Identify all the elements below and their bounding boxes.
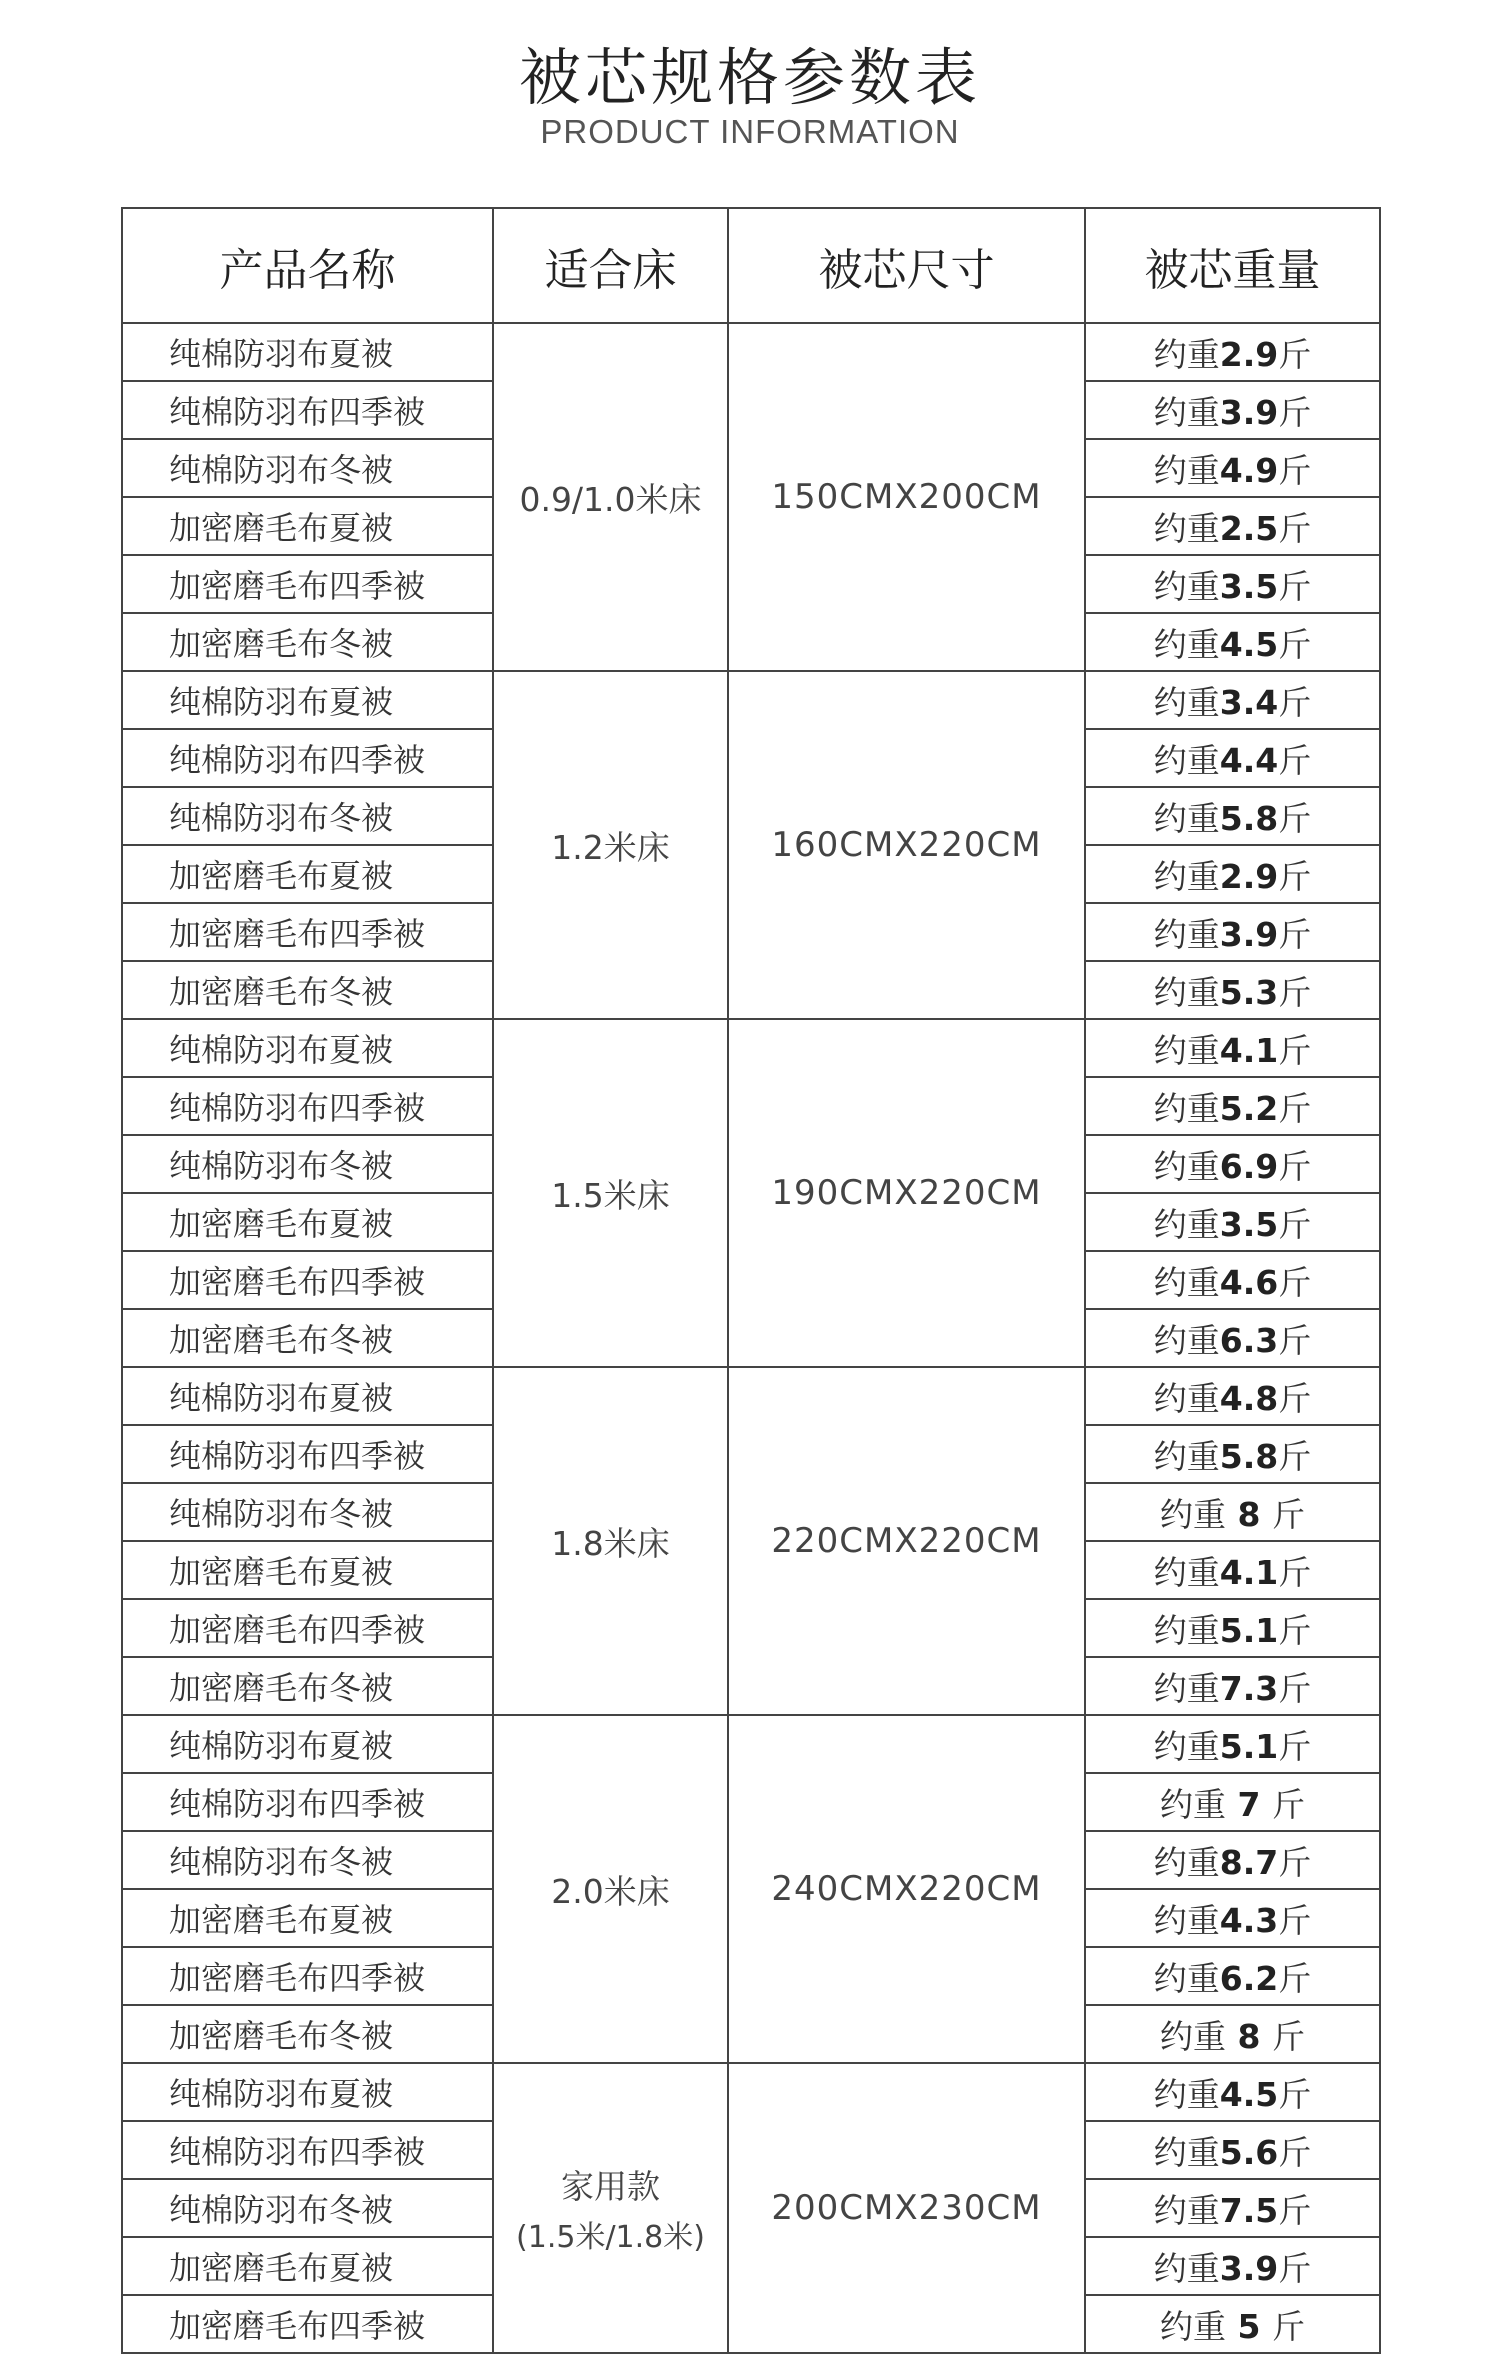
product-name-cell: 加密磨毛布四季被 (122, 1599, 493, 1657)
quilt-dimension-cell: 200CMX230CM (728, 2063, 1085, 2353)
bed-size-cell (493, 2063, 728, 2353)
weight-value: 5.1 (1219, 1726, 1279, 1766)
bed-size-label: 1.8米床 (551, 1523, 670, 1563)
weight-value: 6.3 (1219, 1320, 1279, 1360)
weight-prefix: 约重 (1153, 392, 1220, 432)
weight-prefix: 约重 (1153, 1204, 1220, 1244)
table-row (122, 671, 1380, 729)
weight-prefix: 约重 (1153, 2248, 1220, 2288)
weight-cell (1085, 1367, 1380, 1425)
weight-cell (1085, 1773, 1380, 1831)
weight-prefix: 约重 (1153, 1378, 1220, 1418)
weight-cell (1085, 613, 1380, 671)
product-name-cell: 纯棉防羽布四季被 (122, 381, 493, 439)
weight-unit: 斤 (1278, 1030, 1312, 1070)
weight-value: 2.9 (1219, 334, 1279, 374)
weight-unit: 斤 (1278, 1610, 1312, 1650)
weight-value: 5.2 (1219, 1088, 1279, 1128)
weight-unit: 斤 (1278, 1146, 1312, 1186)
table-row (122, 1019, 1380, 1077)
weight-value: 6.2 (1219, 1958, 1279, 1998)
product-name-cell: 纯棉防羽布冬被 (122, 439, 493, 497)
product-name-cell: 加密磨毛布冬被 (122, 1309, 493, 1367)
weight-prefix: 约重 (1160, 2306, 1227, 2346)
weight-prefix: 约重 (1153, 1320, 1220, 1360)
weight-cell (1085, 1715, 1380, 1773)
weight-prefix: 约重 (1153, 914, 1220, 954)
weight-prefix: 约重 (1153, 740, 1220, 780)
weight-cell (1085, 787, 1380, 845)
weight-cell (1085, 1541, 1380, 1599)
weight-value: 3.5 (1219, 566, 1279, 606)
weight-value: 5.8 (1219, 1436, 1279, 1476)
quilt-dimension-cell: 240CMX220CM (728, 1715, 1085, 2063)
weight-unit: 斤 (1278, 798, 1312, 838)
weight-cell (1085, 2237, 1380, 2295)
bed-size-cell (493, 671, 728, 1019)
weight-cell (1085, 903, 1380, 961)
weight-value: 8 (1226, 1494, 1272, 1534)
weight-cell (1085, 1599, 1380, 1657)
header-weight: 被芯重量 (1085, 208, 1380, 323)
weight-cell (1085, 439, 1380, 497)
weight-unit: 斤 (1278, 972, 1312, 1012)
weight-cell (1085, 2121, 1380, 2179)
weight-prefix: 约重 (1153, 798, 1220, 838)
weight-unit: 斤 (1278, 1900, 1312, 1940)
weight-unit: 斤 (1278, 1842, 1312, 1882)
weight-cell (1085, 1889, 1380, 1947)
product-name-cell: 纯棉防羽布四季被 (122, 2121, 493, 2179)
product-name-cell: 纯棉防羽布四季被 (122, 729, 493, 787)
product-name-cell: 纯棉防羽布冬被 (122, 2179, 493, 2237)
product-name-cell: 加密磨毛布四季被 (122, 1251, 493, 1309)
weight-cell (1085, 1831, 1380, 1889)
weight-cell (1085, 497, 1380, 555)
product-name-cell: 加密磨毛布夏被 (122, 2237, 493, 2295)
weight-prefix: 约重 (1153, 1030, 1220, 1070)
quilt-dimension-cell: 190CMX220CM (728, 1019, 1085, 1367)
weight-unit: 斤 (1278, 450, 1312, 490)
weight-prefix: 约重 (1153, 1842, 1220, 1882)
weight-cell (1085, 1019, 1380, 1077)
page-subtitle: PRODUCT INFORMATION (540, 113, 960, 150)
weight-prefix: 约重 (1153, 1610, 1220, 1650)
product-name-cell: 纯棉防羽布冬被 (122, 1483, 493, 1541)
weight-value: 4.4 (1219, 740, 1279, 780)
weight-value: 3.4 (1219, 682, 1279, 722)
bed-size-sublabel: (1.5米/1.8米) (516, 2219, 705, 2255)
weight-value: 8.7 (1219, 1842, 1279, 1882)
product-name-cell: 纯棉防羽布四季被 (122, 1773, 493, 1831)
bed-size-cell (493, 1715, 728, 2063)
weight-value: 4.6 (1219, 1262, 1279, 1302)
weight-prefix: 约重 (1153, 2190, 1220, 2230)
weight-value: 6.9 (1219, 1146, 1279, 1186)
weight-value: 3.9 (1219, 392, 1279, 432)
weight-unit: 斤 (1278, 392, 1312, 432)
weight-cell (1085, 1251, 1380, 1309)
weight-unit: 斤 (1278, 740, 1312, 780)
bed-size-label: 1.5米床 (551, 1175, 670, 1215)
weight-unit: 斤 (1278, 1552, 1312, 1592)
weight-unit: 斤 (1278, 1378, 1312, 1418)
table-body (122, 323, 1380, 2353)
weight-value: 3.5 (1219, 1204, 1279, 1244)
weight-prefix: 约重 (1153, 566, 1220, 606)
weight-prefix: 约重 (1160, 2016, 1227, 2056)
weight-unit: 斤 (1278, 2190, 1312, 2230)
product-name-cell: 加密磨毛布夏被 (122, 845, 493, 903)
weight-prefix: 约重 (1153, 1668, 1220, 1708)
product-name-cell: 纯棉防羽布夏被 (122, 1715, 493, 1773)
weight-unit: 斤 (1278, 1204, 1312, 1244)
product-name-cell: 纯棉防羽布夏被 (122, 1019, 493, 1077)
product-name-cell: 加密磨毛布四季被 (122, 903, 493, 961)
weight-value: 3.9 (1219, 914, 1279, 954)
weight-cell (1085, 2005, 1380, 2063)
weight-cell (1085, 1309, 1380, 1367)
weight-prefix: 约重 (1153, 972, 1220, 1012)
weight-cell (1085, 1947, 1380, 2005)
weight-value: 2.9 (1219, 856, 1279, 896)
weight-prefix: 约重 (1153, 1900, 1220, 1940)
weight-unit: 斤 (1278, 2132, 1312, 2172)
weight-unit: 斤 (1278, 856, 1312, 896)
quilt-dimension-cell: 160CMX220CM (728, 671, 1085, 1019)
weight-prefix: 约重 (1153, 1262, 1220, 1302)
table-row (122, 2063, 1380, 2121)
weight-prefix: 约重 (1153, 508, 1220, 548)
weight-value: 8 (1226, 2016, 1272, 2056)
header-product-name: 产品名称 (122, 208, 493, 323)
header-size: 被芯尺寸 (728, 208, 1085, 323)
product-name-cell: 纯棉防羽布夏被 (122, 323, 493, 381)
spec-table (121, 207, 1381, 2354)
weight-value: 5.6 (1219, 2132, 1279, 2172)
weight-prefix: 约重 (1153, 1146, 1220, 1186)
weight-unit: 斤 (1278, 508, 1312, 548)
product-name-cell: 加密磨毛布冬被 (122, 2005, 493, 2063)
bed-size-label: 0.9/1.0米床 (519, 479, 702, 519)
product-name-cell: 纯棉防羽布四季被 (122, 1077, 493, 1135)
product-name-cell: 纯棉防羽布夏被 (122, 2063, 493, 2121)
weight-prefix: 约重 (1153, 1436, 1220, 1476)
table-row (122, 1367, 1380, 1425)
weight-cell (1085, 381, 1380, 439)
bed-size-label: 家用款 (561, 2166, 660, 2206)
product-name-cell: 纯棉防羽布夏被 (122, 671, 493, 729)
product-name-cell: 加密磨毛布夏被 (122, 1889, 493, 1947)
weight-value: 4.1 (1219, 1552, 1279, 1592)
bed-size-label: 1.2米床 (551, 827, 670, 867)
bed-size-cell (493, 1367, 728, 1715)
weight-value: 5.1 (1219, 1610, 1279, 1650)
weight-cell (1085, 1425, 1380, 1483)
weight-unit: 斤 (1278, 1726, 1312, 1766)
weight-value: 4.5 (1219, 624, 1279, 664)
weight-unit: 斤 (1278, 624, 1312, 664)
table-row (122, 323, 1380, 381)
weight-unit: 斤 (1278, 2074, 1312, 2114)
weight-cell (1085, 555, 1380, 613)
weight-cell (1085, 1483, 1380, 1541)
weight-value: 5.3 (1219, 972, 1279, 1012)
weight-prefix: 约重 (1153, 2074, 1220, 2114)
weight-cell (1085, 323, 1380, 381)
weight-value: 5.8 (1219, 798, 1279, 838)
weight-value: 3.9 (1219, 2248, 1279, 2288)
weight-cell (1085, 1135, 1380, 1193)
weight-value: 5 (1226, 2306, 1272, 2346)
product-name-cell: 加密磨毛布四季被 (122, 555, 493, 613)
quilt-dimension-cell: 150CMX200CM (728, 323, 1085, 671)
weight-prefix: 约重 (1153, 1958, 1220, 1998)
product-name-cell: 纯棉防羽布冬被 (122, 787, 493, 845)
spec-table-container (121, 207, 1379, 2346)
product-name-cell: 纯棉防羽布冬被 (122, 1135, 493, 1193)
weight-value: 4.5 (1219, 2074, 1279, 2114)
weight-value: 4.8 (1219, 1378, 1279, 1418)
weight-prefix: 约重 (1160, 1784, 1227, 1824)
weight-unit: 斤 (1278, 1958, 1312, 1998)
weight-prefix: 约重 (1153, 1088, 1220, 1128)
weight-value: 7 (1226, 1784, 1272, 1824)
weight-cell (1085, 845, 1380, 903)
product-name-cell: 加密磨毛布冬被 (122, 1657, 493, 1715)
weight-unit: 斤 (1278, 334, 1312, 374)
weight-unit: 斤 (1278, 1088, 1312, 1128)
weight-prefix: 约重 (1153, 334, 1220, 374)
weight-unit: 斤 (1271, 2306, 1305, 2346)
weight-prefix: 约重 (1153, 682, 1220, 722)
weight-cell (1085, 2063, 1380, 2121)
product-name-cell: 加密磨毛布四季被 (122, 1947, 493, 2005)
weight-value: 7.5 (1219, 2190, 1279, 2230)
weight-prefix: 约重 (1153, 856, 1220, 896)
weight-unit: 斤 (1278, 1320, 1312, 1360)
weight-value: 4.3 (1219, 1900, 1279, 1940)
product-name-cell: 加密磨毛布夏被 (122, 1541, 493, 1599)
weight-cell (1085, 1193, 1380, 1251)
header-bed: 适合床 (493, 208, 728, 323)
weight-prefix: 约重 (1153, 450, 1220, 490)
weight-cell (1085, 1657, 1380, 1715)
weight-prefix: 约重 (1153, 2132, 1220, 2172)
weight-unit: 斤 (1271, 2016, 1305, 2056)
weight-value: 4.1 (1219, 1030, 1279, 1070)
weight-cell (1085, 2179, 1380, 2237)
product-name-cell: 加密磨毛布冬被 (122, 961, 493, 1019)
product-name-cell: 加密磨毛布夏被 (122, 497, 493, 555)
product-name-cell: 纯棉防羽布冬被 (122, 1831, 493, 1889)
weight-unit: 斤 (1278, 914, 1312, 954)
product-name-cell: 加密磨毛布夏被 (122, 1193, 493, 1251)
table-row (122, 1715, 1380, 1773)
bed-size-cell (493, 1019, 728, 1367)
weight-cell (1085, 961, 1380, 1019)
bed-size-cell (493, 323, 728, 671)
weight-unit: 斤 (1278, 566, 1312, 606)
weight-value: 7.3 (1219, 1668, 1279, 1708)
bed-size-label: 2.0米床 (551, 1871, 670, 1911)
quilt-dimension-cell: 220CMX220CM (728, 1367, 1085, 1715)
weight-unit: 斤 (1278, 1436, 1312, 1476)
page-title: 被芯规格参数表 (518, 41, 981, 114)
weight-unit: 斤 (1278, 1668, 1312, 1708)
product-name-cell: 纯棉防羽布四季被 (122, 1425, 493, 1483)
table-header-row (122, 208, 1380, 323)
product-name-cell: 加密磨毛布四季被 (122, 2295, 493, 2353)
weight-prefix: 约重 (1160, 1494, 1227, 1534)
product-name-cell: 加密磨毛布冬被 (122, 613, 493, 671)
weight-unit: 斤 (1278, 2248, 1312, 2288)
product-name-cell: 纯棉防羽布夏被 (122, 1367, 493, 1425)
weight-cell (1085, 1077, 1380, 1135)
weight-cell (1085, 729, 1380, 787)
weight-value: 4.9 (1219, 450, 1279, 490)
weight-value: 2.5 (1219, 508, 1279, 548)
weight-prefix: 约重 (1153, 1726, 1220, 1766)
weight-prefix: 约重 (1153, 1552, 1220, 1592)
weight-unit: 斤 (1278, 682, 1312, 722)
weight-unit: 斤 (1271, 1784, 1305, 1824)
weight-unit: 斤 (1271, 1494, 1305, 1534)
weight-unit: 斤 (1278, 1262, 1312, 1302)
weight-cell (1085, 2295, 1380, 2353)
weight-prefix: 约重 (1153, 624, 1220, 664)
weight-cell (1085, 671, 1380, 729)
